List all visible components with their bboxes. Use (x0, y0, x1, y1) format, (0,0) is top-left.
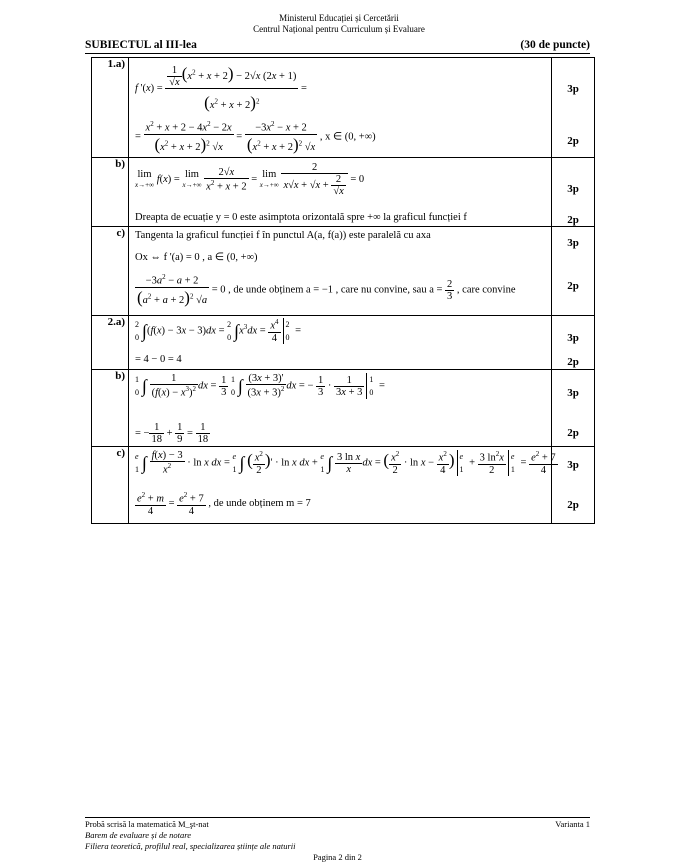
footer-barem: Barem de evaluare și de notare (85, 830, 191, 840)
footer-exam: Probă scrisă la matematică M_şt-nat (85, 819, 209, 829)
points-cell (552, 447, 595, 524)
points-1a-second: 2p (567, 135, 579, 147)
row-2a (92, 316, 595, 370)
points-2a-first: 3p (567, 332, 579, 344)
points-2c-second: 2p (567, 499, 579, 511)
title-row (85, 39, 590, 54)
asymptote-text: Dreapta de ecuație y = 0 este asimptota orizontală spre +∞ la graficul funcției f (135, 212, 467, 223)
tangent-text: Tangenta la graficul funcției f în punctul A(a, f(a)) este paralelă cu axa (135, 230, 431, 241)
fraction: $\frac{1}{√x}$ $(x^2 + x + 2) - 2√x$ (2x + 1) $(x^2 + x + 2)^2$ (165, 64, 298, 113)
points-2b-second: 2p (567, 427, 579, 439)
row-1c (92, 227, 595, 316)
row-label: 1.a) (92, 58, 129, 158)
points-1c-second: 2p (567, 280, 579, 292)
row-content (129, 227, 552, 316)
footer-divider (85, 817, 590, 818)
footer-filiera: Filiera teoretică, profilul real, specializarea științe ale naturii (85, 841, 296, 851)
points-cell (552, 316, 595, 370)
points-1b-first: 3p (567, 183, 579, 195)
row-content (129, 370, 552, 447)
footer-page: Pagina 2 din 2 (313, 852, 362, 862)
row-1b (92, 158, 595, 227)
subject-title: SUBIECTUL al III-lea (85, 39, 197, 51)
formula-1a-line1: f '(x) = $\frac{1}{√x}$ $(x^2 + x + 2) - 2√x$ (2x + 1) $(x^2 + x + 2)^2$ = (135, 64, 307, 113)
row-label: c) (92, 447, 129, 524)
condition-text: Ox ⇔ f '(a) = 0 , a ∈ (0, +∞) (135, 252, 258, 263)
row-2b (92, 370, 595, 447)
formula-2a: 2 0 ∫(f(x) − 3x − 3)dx = 2 0 $\int x^3dx$ = $\frac{x^4}{4}$ 2 0 = (135, 318, 302, 344)
row-content (129, 158, 552, 227)
solution-text: = 0 , de unde obținem a = −1 , care nu convine, sau a = (209, 284, 446, 296)
row-content (129, 447, 556, 524)
row-label: c) (92, 227, 129, 316)
points-2c-first: 3p (567, 459, 579, 471)
convine-text: , care convine (454, 284, 516, 296)
m-solution-text: , de unde obținem m = 7 (205, 498, 311, 510)
result-2a: = 4 − 0 = 4 (135, 354, 182, 365)
center-header: Centrul Național pentru Curriculum și Evaluare (253, 24, 425, 34)
subject-points: (30 de puncte) (520, 39, 590, 51)
formula-2b: 1 0 ∫ $\frac{1}{(f(x) - x^3)^2}$ dx = $\frac{1}{3}$ 1 0 ∫ $\frac{(3x + 3)'}{(3x + 3)^2}$ dx = − $\frac{1}{3}$ · $\frac{1}{3x + 3}$ 1 0 = (135, 373, 385, 399)
points-1c-first: 3p (567, 237, 579, 249)
points-2b-first: 3p (567, 387, 579, 399)
points-2a-second: 2p (567, 356, 579, 368)
formula-1a-line2: = $\frac{x^2 + x + 2 - 4x^2 - 2x}{(x^2 + x + 2)^2 √x}$ = $\frac{-3x^2 - x + 2}{(x^2 + x + 2)^2 √x}$ , x ∈ (0, +∞) (135, 120, 376, 154)
points-1a-first: 3p (567, 83, 579, 95)
row-1a (92, 58, 595, 158)
footer-variant: Varianta 1 (555, 819, 590, 829)
result-2b: = − $\frac{1}{18}$ + $\frac{1}{9}$ = $\frac{1}{18}$ (135, 422, 209, 445)
row-label: 2.a) (92, 316, 129, 370)
row-2c (92, 447, 595, 524)
row-label: b) (92, 370, 129, 447)
grading-table (91, 57, 595, 524)
row-label: b) (92, 158, 129, 227)
points-cell (552, 370, 595, 447)
points-1b-second: 2p (567, 214, 579, 226)
points-cell (552, 158, 595, 227)
ministry-header: Ministerul Educației și Cercetării (279, 13, 399, 23)
formula-2c: e 1 ∫ $\frac{f(x) - 3}{x^2}$ · ln x dx = e 1 ∫ ( $\frac{x^2}{2}$ )' · ln x dx + e 1 ∫ $\frac{\text{3 ln x}}{x}$ dx = ( $\frac{x^2}{2}$ · ln x − $\frac{x^2}{4}$ ) e 1 + $\frac{3 \ln^2x}{2}$ e 1 = $\frac{e^2 + 7}{4}$ (135, 450, 556, 476)
footer (85, 819, 590, 830)
result-2c: $\frac{e^2 + m}{4}$ = $\frac{e^2 + 7}{4}$ , de unde obținem m = 7 (137, 491, 311, 517)
row-content (129, 58, 552, 158)
formula-1c: $\frac{-3a^2 - a + 2}{(a^2 + a + 2)^2 √a}$ = 0 , de unde obținem a = −1 , care nu convine, sau a = $\frac{2}{3}$ , care convine (137, 273, 516, 307)
formula-1b: lim x→+∞ f(x) = lim x→+∞ $\frac{2√x}{x^2 + x + 2}$ = lim x→+∞ 2 x√x + √x + $\frac{2}{√x}$ = 0 (135, 162, 365, 197)
row-content (129, 316, 552, 370)
points-cell (552, 58, 595, 158)
domain-text: , x ∈ (0, +∞) (319, 131, 376, 143)
points-cell (552, 227, 595, 316)
